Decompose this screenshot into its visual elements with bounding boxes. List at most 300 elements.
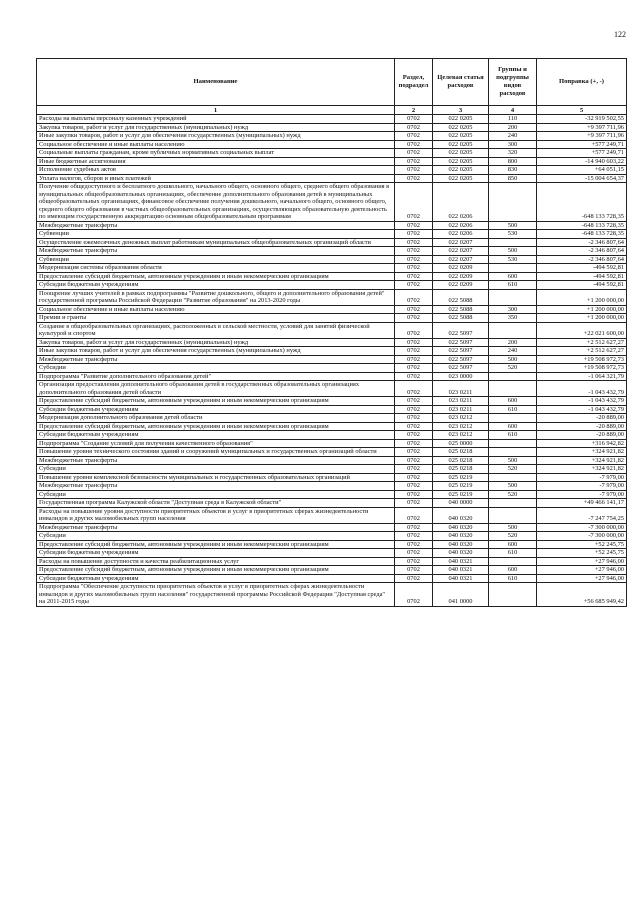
header-amendment: Поправка (+, -)	[537, 59, 627, 106]
row-article: 022 0206	[433, 183, 489, 222]
row-name: Поощрение лучших учителей в рамках подпрограммы "Развитие дошкольного, общего и дополнительного образования детей" государственной программы Российской Федерации "Развитие образования" на 2013-2020 годы	[37, 289, 395, 305]
row-name: Межбюджетные трансферты	[37, 482, 395, 491]
column-number: 5	[537, 106, 627, 115]
row-article: 041 0000	[433, 583, 489, 607]
row-name: Предоставление субсидий бюджетным, автономным учреждениям и иным некоммерческим организациям	[37, 272, 395, 281]
row-group: 520	[489, 465, 537, 474]
row-group: 610	[489, 431, 537, 440]
row-section: 0702	[395, 157, 433, 166]
row-amount: +324 921,82	[537, 456, 627, 465]
row-group: 610	[489, 405, 537, 414]
row-section: 0702	[395, 414, 433, 423]
column-number: 1	[37, 106, 395, 115]
row-section: 0702	[395, 305, 433, 314]
row-group: 520	[489, 532, 537, 541]
row-amount: -2 346 807,64	[537, 247, 627, 256]
row-amount: +324 921,82	[537, 448, 627, 457]
row-name: Субсидии бюджетным учреждениям	[37, 431, 395, 440]
row-group: 320	[489, 149, 537, 158]
row-name: Премии и гранты	[37, 314, 395, 323]
row-name: Межбюджетные трансферты	[37, 247, 395, 256]
row-amount: +577 249,71	[537, 140, 627, 149]
row-amount: +324 921,82	[537, 465, 627, 474]
row-section: 0702	[395, 422, 433, 431]
page-number: 122	[614, 30, 626, 39]
row-section: 0702	[395, 439, 433, 448]
row-name: Расходы на повышение уровня доступности приоритетных объектов и услуг в приоритетных сферах жизнедеятельности инвалидов и других маломобильных групп населения	[37, 507, 395, 523]
row-section: 0702	[395, 281, 433, 290]
row-name: Иные закупки товаров, работ и услуг для обеспечения государственных (муниципальных) нужд	[37, 132, 395, 141]
row-section: 0702	[395, 174, 433, 183]
row-group: 500	[489, 523, 537, 532]
row-article: 040 0321	[433, 566, 489, 575]
table-row	[37, 499, 627, 508]
column-number-row	[37, 106, 627, 115]
row-name: Закупка товаров, работ и услуг для государственных (муниципальных) нужд	[37, 123, 395, 132]
row-article: 023 0211	[433, 381, 489, 397]
row-article: 022 5088	[433, 305, 489, 314]
table-row	[37, 247, 627, 256]
table-row	[37, 166, 627, 175]
table-row	[37, 230, 627, 239]
row-article: 022 5097	[433, 347, 489, 356]
row-section: 0702	[395, 149, 433, 158]
row-name: Субсидии	[37, 490, 395, 499]
row-amount: +64 051,15	[537, 166, 627, 175]
row-article: 022 0205	[433, 157, 489, 166]
row-group: 500	[489, 482, 537, 491]
row-name: Повышение уровня комплексной безопасности муниципальных и государственных образовательных организаций	[37, 473, 395, 482]
row-section: 0702	[395, 566, 433, 575]
row-article: 022 0205	[433, 132, 489, 141]
table-row	[37, 183, 627, 222]
row-name: Субвенции	[37, 255, 395, 264]
row-section: 0702	[395, 397, 433, 406]
row-group	[489, 439, 537, 448]
row-amount: -7 247 754,25	[537, 507, 627, 523]
row-article: 022 0205	[433, 115, 489, 124]
table-row	[37, 305, 627, 314]
table-row	[37, 132, 627, 141]
row-group	[489, 289, 537, 305]
row-group: 240	[489, 347, 537, 356]
row-article: 022 0205	[433, 123, 489, 132]
row-amount: -1 043 432,79	[537, 405, 627, 414]
row-group	[489, 381, 537, 397]
row-article: 022 5088	[433, 314, 489, 323]
row-article: 040 0321	[433, 557, 489, 566]
row-section: 0702	[395, 507, 433, 523]
row-section: 0702	[395, 123, 433, 132]
row-article: 022 0206	[433, 230, 489, 239]
row-group: 610	[489, 549, 537, 558]
row-section: 0702	[395, 381, 433, 397]
row-article: 040 0320	[433, 523, 489, 532]
row-article: 040 0320	[433, 549, 489, 558]
row-article: 022 0205	[433, 149, 489, 158]
row-section: 0702	[395, 448, 433, 457]
row-amount: +52 245,75	[537, 549, 627, 558]
row-article: 025 0218	[433, 448, 489, 457]
row-name: Уплата налогов, сборов и иных платежей	[37, 174, 395, 183]
row-article: 022 0209	[433, 281, 489, 290]
row-section: 0702	[395, 289, 433, 305]
row-article: 022 0207	[433, 255, 489, 264]
table-row	[37, 414, 627, 423]
row-article: 023 0211	[433, 405, 489, 414]
row-article: 022 5088	[433, 289, 489, 305]
row-amount: +27 946,00	[537, 557, 627, 566]
row-article: 022 0209	[433, 264, 489, 273]
row-article: 023 0212	[433, 422, 489, 431]
row-section: 0702	[395, 322, 433, 338]
row-section: 0702	[395, 230, 433, 239]
row-amount: +2 512 627,27	[537, 338, 627, 347]
row-group: 200	[489, 338, 537, 347]
row-name: Межбюджетные трансферты	[37, 456, 395, 465]
row-group	[489, 183, 537, 222]
row-amount: +1 200 000,00	[537, 289, 627, 305]
row-name: Подпрограмма "Развитие дополнительного образования детей"	[37, 372, 395, 381]
row-group: 610	[489, 281, 537, 290]
row-amount: -7 979,00	[537, 473, 627, 482]
row-section: 0702	[395, 549, 433, 558]
row-amount: -494 592,81	[537, 281, 627, 290]
row-name: Субсидии бюджетным учреждениям	[37, 281, 395, 290]
row-article: 022 0207	[433, 247, 489, 256]
row-amount: +577 249,71	[537, 149, 627, 158]
row-name: Субсидии	[37, 364, 395, 373]
row-name: Субвенции	[37, 230, 395, 239]
row-article: 022 5097	[433, 355, 489, 364]
row-name: Субсидии бюджетным учреждениям	[37, 549, 395, 558]
table-row	[37, 221, 627, 230]
row-group	[489, 448, 537, 457]
row-group: 500	[489, 247, 537, 256]
row-group: 800	[489, 157, 537, 166]
row-group: 600	[489, 272, 537, 281]
row-article: 025 0219	[433, 490, 489, 499]
table-row	[37, 272, 627, 281]
row-amount: -2 346 807,64	[537, 238, 627, 247]
row-name: Предоставление субсидий бюджетным, автономным учреждениям и иным некоммерческим организациям	[37, 422, 395, 431]
table-row	[37, 238, 627, 247]
row-name: Закупка товаров, работ и услуг для государственных (муниципальных) нужд	[37, 338, 395, 347]
row-name: Социальное обеспечение и иные выплаты населению	[37, 140, 395, 149]
row-section: 0702	[395, 540, 433, 549]
row-section: 0702	[395, 355, 433, 364]
table-row	[37, 314, 627, 323]
row-article: 022 5097	[433, 338, 489, 347]
row-article: 022 0207	[433, 238, 489, 247]
row-section: 0702	[395, 166, 433, 175]
table-row	[37, 532, 627, 541]
row-amount: -648 133 728,35	[537, 183, 627, 222]
row-group	[489, 238, 537, 247]
row-article: 025 0219	[433, 482, 489, 491]
row-section: 0702	[395, 456, 433, 465]
table-row	[37, 140, 627, 149]
row-group: 600	[489, 566, 537, 575]
row-article: 025 0000	[433, 439, 489, 448]
header-row	[37, 59, 627, 106]
table-row	[37, 322, 627, 338]
row-group: 200	[489, 123, 537, 132]
row-amount: -7 300 000,00	[537, 532, 627, 541]
row-group	[489, 557, 537, 566]
row-group: 500	[489, 221, 537, 230]
row-name: Исполнение судебных актов	[37, 166, 395, 175]
row-section: 0702	[395, 347, 433, 356]
row-amount: -7 979,00	[537, 482, 627, 491]
row-name: Организация предоставления дополнительного образования детей в государственных образовательных организациях дополнительного образования детей области	[37, 381, 395, 397]
row-amount: +56 685 949,42	[537, 583, 627, 607]
table-row	[37, 289, 627, 305]
row-article: 025 0218	[433, 465, 489, 474]
row-name: Межбюджетные трансферты	[37, 355, 395, 364]
row-amount: -1 043 432,79	[537, 397, 627, 406]
row-group: 530	[489, 255, 537, 264]
row-amount: +9 397 711,96	[537, 132, 627, 141]
table-row	[37, 490, 627, 499]
row-amount: -1 064 321,79	[537, 372, 627, 381]
table-row	[37, 431, 627, 440]
table-row	[37, 115, 627, 124]
header-article: Целевая статья расходов	[433, 59, 489, 106]
row-amount: +1 200 000,00	[537, 305, 627, 314]
row-group: 500	[489, 456, 537, 465]
row-group	[489, 473, 537, 482]
row-name: Иные бюджетные ассигнования	[37, 157, 395, 166]
row-group: 110	[489, 115, 537, 124]
row-amount: +49 466 141,17	[537, 499, 627, 508]
row-section: 0702	[395, 490, 433, 499]
row-name: Субсидии	[37, 532, 395, 541]
row-amount: +2 512 627,27	[537, 347, 627, 356]
table-row	[37, 566, 627, 575]
row-article: 040 0000	[433, 499, 489, 508]
row-article: 040 0320	[433, 540, 489, 549]
row-article: 022 0209	[433, 272, 489, 281]
row-article: 040 0321	[433, 574, 489, 583]
row-group	[489, 414, 537, 423]
row-amount: -7 979,00	[537, 490, 627, 499]
row-group: 600	[489, 540, 537, 549]
row-article: 023 0211	[433, 397, 489, 406]
row-name: Субсидии	[37, 465, 395, 474]
row-amount: +19 508 972,73	[537, 364, 627, 373]
row-section: 0702	[395, 431, 433, 440]
table-row	[37, 439, 627, 448]
row-section: 0702	[395, 482, 433, 491]
row-section: 0702	[395, 574, 433, 583]
row-group	[489, 583, 537, 607]
table-row	[37, 405, 627, 414]
table-row	[37, 523, 627, 532]
row-section: 0702	[395, 499, 433, 508]
row-group	[489, 499, 537, 508]
row-name: Предоставление субсидий бюджетным, автономным учреждениям и иным некоммерческим организациям	[37, 540, 395, 549]
row-section: 0702	[395, 532, 433, 541]
row-group: 600	[489, 397, 537, 406]
row-article: 022 0206	[433, 221, 489, 230]
row-group: 520	[489, 490, 537, 499]
row-amount: +9 397 711,96	[537, 123, 627, 132]
column-number: 3	[433, 106, 489, 115]
row-group: 500	[489, 355, 537, 364]
table-row	[37, 557, 627, 566]
row-group: 300	[489, 140, 537, 149]
row-name: Межбюджетные трансферты	[37, 523, 395, 532]
row-section: 0702	[395, 264, 433, 273]
row-section: 0702	[395, 183, 433, 222]
row-article: 023 0212	[433, 414, 489, 423]
row-section: 0702	[395, 247, 433, 256]
row-name: Расходы на повышение доступности и качества реабилитационных услуг	[37, 557, 395, 566]
row-amount: -15 004 654,37	[537, 174, 627, 183]
table-row	[37, 574, 627, 583]
row-group: 830	[489, 166, 537, 175]
table-row	[37, 347, 627, 356]
table-row	[37, 507, 627, 523]
row-name: Модернизация дополнительного образования детей области	[37, 414, 395, 423]
row-section: 0702	[395, 465, 433, 474]
row-amount: -648 133 728,35	[537, 230, 627, 239]
row-name: Государственная программа Калужской области "Доступная среда в Калужской области"	[37, 499, 395, 508]
row-name: Расходы на выплаты персоналу казенных учреждений	[37, 115, 395, 124]
row-name: Получение общедоступного и бесплатного дошкольного, начального общего, основного общего, среднего общего образования в муниципальных общеобразовательных организациях, обеспечение дополнительного образования детей в муниципальных общеобразовательных организациях, финансовое обеспечение получения дошкольного, начального общего, основного общего, среднего общего образования в частных общеобразовательных организациях, осуществляющих образовательную деятельность по имеющим государственную аккредитацию основным общеобразовательным программам	[37, 183, 395, 222]
row-group	[489, 322, 537, 338]
table-row	[37, 381, 627, 397]
row-amount: -494 592,81	[537, 264, 627, 273]
row-group: 600	[489, 422, 537, 431]
row-article: 022 5097	[433, 322, 489, 338]
row-article: 023 0212	[433, 431, 489, 440]
row-article: 040 0320	[433, 507, 489, 523]
row-name: Иные закупки товаров, работ и услуг для обеспечения государственных (муниципальных) нужд	[37, 347, 395, 356]
table-row	[37, 281, 627, 290]
row-name: Субсидии бюджетным учреждениям	[37, 574, 395, 583]
row-group	[489, 264, 537, 273]
row-section: 0702	[395, 405, 433, 414]
row-amount: -20 889,00	[537, 431, 627, 440]
table-row	[37, 355, 627, 364]
row-article: 022 0205	[433, 174, 489, 183]
table-row	[37, 465, 627, 474]
header-name: Наименование	[37, 59, 395, 106]
budget-table	[36, 58, 627, 607]
table-row	[37, 264, 627, 273]
table-row	[37, 540, 627, 549]
row-article: 022 5097	[433, 364, 489, 373]
row-amount: +22 021 600,00	[537, 322, 627, 338]
row-article: 040 0320	[433, 532, 489, 541]
row-group: 350	[489, 314, 537, 323]
table-row	[37, 473, 627, 482]
row-section: 0702	[395, 132, 433, 141]
row-amount: +316 942,82	[537, 439, 627, 448]
row-amount: -32 919 502,55	[537, 115, 627, 124]
row-section: 0702	[395, 238, 433, 247]
row-section: 0702	[395, 523, 433, 532]
row-name: Предоставление субсидий бюджетным, автономным учреждениям и иным некоммерческим организациям	[37, 397, 395, 406]
row-group	[489, 507, 537, 523]
row-amount: -1 043 432,79	[537, 381, 627, 397]
column-number: 2	[395, 106, 433, 115]
row-name: Подпрограмма "Обеспечение доступности приоритетных объектов и услуг в приоритетных сферах жизнедеятельности инвалидов и других маломобильных групп населения" государственной программы Российской Федерации "Доступная среда" на 2011-2015 годы	[37, 583, 395, 607]
row-section: 0702	[395, 221, 433, 230]
row-name: Подпрограмма "Создание условий для получения качественного образования"	[37, 439, 395, 448]
row-amount: +27 946,00	[537, 566, 627, 575]
row-section: 0702	[395, 314, 433, 323]
table-row	[37, 174, 627, 183]
table-row	[37, 397, 627, 406]
row-section: 0702	[395, 473, 433, 482]
table-row	[37, 549, 627, 558]
row-group: 850	[489, 174, 537, 183]
row-name: Осуществление ежемесячных денежных выплат работникам муниципальных общеобразовательных организаций области	[37, 238, 395, 247]
row-group: 530	[489, 230, 537, 239]
row-article: 022 0205	[433, 140, 489, 149]
table-row	[37, 422, 627, 431]
row-name: Предоставление субсидий бюджетным, автономным учреждениям и иным некоммерческим организациям	[37, 566, 395, 575]
row-group: 520	[489, 364, 537, 373]
row-amount: +27 946,00	[537, 574, 627, 583]
table-row	[37, 456, 627, 465]
table-row	[37, 482, 627, 491]
row-section: 0702	[395, 557, 433, 566]
table-row	[37, 157, 627, 166]
row-article: 025 0218	[433, 456, 489, 465]
row-group: 300	[489, 305, 537, 314]
table-row	[37, 583, 627, 607]
row-section: 0702	[395, 338, 433, 347]
row-section: 0702	[395, 372, 433, 381]
table-row	[37, 338, 627, 347]
row-amount: -20 889,00	[537, 422, 627, 431]
row-amount: -648 133 728,35	[537, 221, 627, 230]
table-row	[37, 123, 627, 132]
row-amount: -2 346 807,64	[537, 255, 627, 264]
row-amount: +19 508 972,73	[537, 355, 627, 364]
row-name: Социальные выплаты гражданам, кроме публичных нормативных социальных выплат	[37, 149, 395, 158]
header-group: Группы и подгруппы видов расходов	[489, 59, 537, 106]
row-name: Субсидии бюджетным учреждениям	[37, 405, 395, 414]
table-row	[37, 364, 627, 373]
row-article: 025 0219	[433, 473, 489, 482]
row-article: 022 0205	[433, 166, 489, 175]
row-amount: +52 245,75	[537, 540, 627, 549]
row-name: Социальное обеспечение и иные выплаты населению	[37, 305, 395, 314]
row-amount: -494 592,81	[537, 272, 627, 281]
row-section: 0702	[395, 140, 433, 149]
row-section: 0702	[395, 115, 433, 124]
row-name: Создание в общеобразовательных организациях, расположенных в сельской местности, условий для занятий физической культурой и спортом	[37, 322, 395, 338]
row-name: Межбюджетные трансферты	[37, 221, 395, 230]
row-amount: -20 889,00	[537, 414, 627, 423]
header-section: Раздел, подраздел	[395, 59, 433, 106]
row-section: 0702	[395, 364, 433, 373]
row-group: 610	[489, 574, 537, 583]
table-row	[37, 149, 627, 158]
row-section: 0702	[395, 272, 433, 281]
row-amount: -7 300 000,00	[537, 523, 627, 532]
row-section: 0702	[395, 255, 433, 264]
column-number: 4	[489, 106, 537, 115]
row-group: 240	[489, 132, 537, 141]
row-article: 023 0000	[433, 372, 489, 381]
row-amount: +1 200 000,00	[537, 314, 627, 323]
